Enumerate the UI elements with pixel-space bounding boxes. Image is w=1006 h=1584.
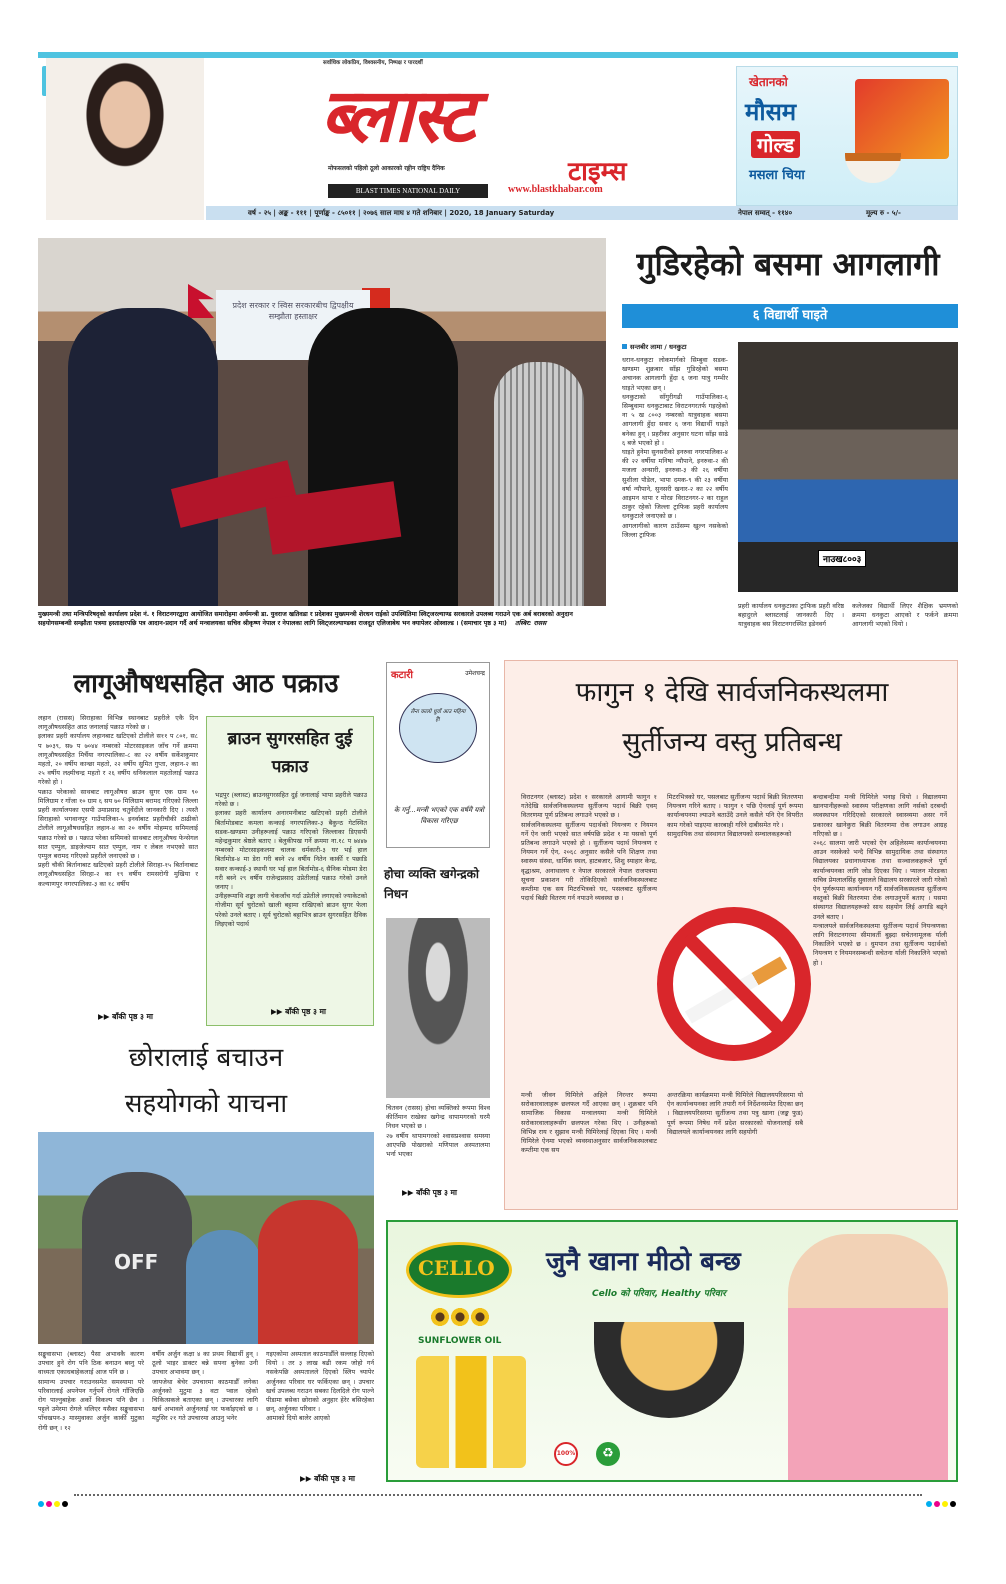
burnt-bus-photo	[738, 342, 958, 592]
mother	[258, 1200, 358, 1344]
byline-text: सन्तबीर लामा / धनकुटा	[630, 343, 687, 351]
banner: प्रदेश सरकार र स्विस सरकारबीच द्विपक्षीय सम्झौता हस्ताक्षर	[216, 290, 370, 360]
model-photo	[46, 58, 204, 220]
main-photo-caption	[38, 610, 606, 628]
ad-mausam-gold[interactable]	[736, 66, 958, 206]
tobacco-bottom-col1: मन्त्री जीवन घिमिरेले अहिले निरन्तर रूपमा सरोकारवालाहरू छलफल गर्दै आएका छन् । शुक्रबार पनि सामाजिक विकास मन्त्रालयमा मन्त्री घिमिरेले सरोकारवालाहरूसँग छलफल गरेका थिए । उनीहरूको विभिन्न राय र सुझाव मन्त्री घिमिरेलाई दिएका थिए । मन्त्री घिमिरेले ऐनमा भएको व्यवस्थाअनुसार सार्वजनिकस्थलबाट कम्तीमा एक सय	[521, 1091, 657, 1155]
english-name: BLAST TIMES NATIONAL DAILY	[328, 184, 488, 198]
logo-sub: टाइम्स	[568, 157, 627, 187]
son-col3: गइएकोमा अस्पताल काठमाडौँले सल्लाह दिएको थियो । तर ३ लाख बढी रकम जोहो गर्न नसकेपछि अस्पतालले दिएको स्लिप च्यापेर अर्जुनका परिवार घर फर्किएका छन् । उपचार खर्च उपलब्ध गराउन सबका दिलदिले रोग पाल्ने पीडामा बसेका छोराको अनुहार हेरेर बसिरहेका छन्, अर्जुनका परिवार । आमाको दियो बालेर आएको	[266, 1350, 374, 1423]
boy	[186, 1230, 262, 1344]
bus-col2: प्रहरी कार्यालय धनकुटाका ट्राफिक प्रहरी वरिष्ठ बहादुरले ब्लास्टलाई जानकारी दिए । यात्रुवाहक बस विराटनगरस्थित इडेनवर्ग	[738, 602, 844, 629]
cello-product: SUNFLOWER OIL	[418, 1336, 502, 1346]
info-bar	[206, 206, 958, 220]
bus-col1: धरान-धनकुटा लोकमार्गको सिम्बुवा सडक-खण्डमा शुक्रबार साँझ गुडिरहेको बसमा अचानक आगलागी हुँदा ६ जना यात्रु गम्भीर घाइते भएका छन् । धनकुटाको साँगुरीगढी गाउँपालिका-६ सिम्बुवामा धनकुटाबाट विराटनगरतर्फ गइरहेको ना ५ ख ८००३ नम्बरको यात्रुवाहक बसमा आगलागी हुँदा सवार ६ जना विद्यार्थी घाइते बनेका हुन् । प्रहरीका अनुसार घटना साँझ साढे ६ बजे भएको हो । घाइते हुनेमा सुनसरीको इनरुवा नगरपालिका-४ की २२ वर्षीया मनिषा न्यौपाने, इनरुवा-२ की मजला अन्सारी, इनरुवा-३ की २६ वर्षीया सुशीला पौडेल, भापा दमक-९ की २३ वर्षीया वर्षा न्यौपाने, सुनसरी खनार-२ का २२ वर्षीय आइमन थापा र मोरङ विराटनगर-२ का राहुल ठाकुर रहेको जिल्ला ट्राफिक प्रहरी कार्यालय धनकुटाले जनाएको छ । आगलागीको कारण ठाउँसम्म खुल्न नसकेको जिल्ला ट्राफिक	[622, 356, 728, 539]
price: मूल्य रु - ५/-	[866, 209, 901, 217]
tagline-left: मोफसलको पहिलो ठूलो आकारको रङ्गीन राष्ट्रिय दैनिक	[328, 165, 445, 172]
logo	[320, 66, 690, 166]
cartoon-box	[386, 662, 490, 848]
attendee-right	[494, 362, 584, 606]
khagendra-text: चितवन (रासस) होचा व्यक्तिको रूपमा विश्व कीर्तिमान राखेका खगेन्द्र थापामगरको घरमै निधन भएको छ । २७ वर्षीय थापामगरको श्वासप्रश्वास समस्या आएपछि पोखराको मणिपाल अस्पतालमा भर्ना भएका	[386, 1104, 490, 1159]
tobacco-headline-2[interactable]: सुर्तीजन्य वस्तु प्रतिबन्ध	[622, 727, 842, 758]
bus-byline	[622, 342, 687, 351]
ad-line3: मसला चिया	[749, 168, 805, 183]
khagendra-photo	[386, 918, 490, 1098]
recycle-icon: ♻	[596, 1442, 620, 1466]
masthead	[38, 52, 958, 222]
bus-col3: कलेजका विद्यार्थी लिएर शैक्षिक भ्रमणको क्रममा धनकुटा आएको र फर्कने क्रममा आगलागी भएको थियो ।	[852, 602, 958, 629]
son-headline-2[interactable]: सहयोगको याचना	[124, 1089, 288, 1119]
ad-cello[interactable]	[386, 1220, 958, 1482]
tea-box-icon	[855, 79, 949, 159]
son-col2: वर्षीय अर्जुन कक्षा ४ का प्रथम विद्यार्थी हुन् । ठूलो भाइर डाक्टर बन्ने सपना बुनेका उनी उपचार अभावमा छन् । जायजेथा बेचेर उपचारमा काठमाडौँ लगेका अर्जुनको मुटुमा ३ वटा प्वाल रहेको चिकित्सकले बताएका छन् । उपचारका लागि खर्च अभावले अर्जुनलाई घर फर्काइएको छ । मटुसिर २१ गते उपचारमा आउनु भनेर	[152, 1350, 258, 1423]
slash-icon	[682, 932, 787, 1037]
ad-brand: खेतानको	[749, 75, 788, 89]
balloon-text: लैना कालो धुवाँ आउ महिमा है!	[410, 709, 466, 723]
noodle-bowl	[594, 1322, 744, 1418]
cello-tagline: Cello को परिवार, Healthy परिवार	[592, 1289, 726, 1299]
shirt-text: OFF	[114, 1250, 159, 1274]
photo-credit: तस्बिर: रासस	[515, 620, 547, 627]
sunflower-icon	[430, 1306, 490, 1328]
bus-subhead: ६ विद्यार्थी घाइते	[622, 304, 958, 328]
son-more-link[interactable]: ▶▶ बाँकी पृष्ठ ३ मा	[300, 1474, 355, 1483]
brown-sugar-box	[206, 716, 374, 1026]
family-photo	[38, 1132, 374, 1344]
cartoon-caption: के गर्नु...मन्त्री भएको एक वर्षमै यत्रो विकास गरिएछ	[393, 806, 485, 825]
nepal-flag-icon	[188, 284, 214, 318]
tobacco-col1: विराटनगर (ब्लास्ट) प्रदेश १ सरकारले आगामी फागुन १ गतेदेखि सार्वजनिकस्थलमा सुर्तीजन्य पदार्थ बिक्री एवम् वितरणमा पूर्ण प्रतिबन्ध लगाउने भएको छ । सार्वजनिकस्थलमा सुर्तीजन्य पदार्थको नियन्त्रण र नियमन गर्ने ऐन जारी भएको सात वर्षपछि प्रदेश १ मा यसको पूर्ण प्रतिबन्ध लगाउने भएको हो । सुर्तीजन्य पदार्थ नियन्त्रण र नियमन गर्ने ऐन, २०६८ अनुसार कसैले पनि शिक्षण तथा स्वास्थ्य संस्था, धार्मिक स्थल, हाटबजार, शिशु स्याहार केन्द्र, वृद्धाश्रम, अनाथालय र नेपाल सरकारले नेपाल राजपत्रमा सूचना प्रकाशन गरी तोकिदिएको सार्वजनिकस्थलबाट कम्तीमा एक सय मिटरभित्रको घर, पसलबाट सुर्तीजन्य पदार्थ बिक्री वितरण गर्न नपाउने व्यवस्था छ ।	[521, 793, 657, 903]
nepal-samvat: नेपाल सम्वत् - ११४०	[738, 209, 793, 217]
tobacco-col3: बन्दाबन्दीमा मन्त्री घिमिरेले भनाइ थियो । विद्यालयमा खानपानीहरूको स्वास्थ्य परीक्षणका लागि नर्सको दरबन्दी व्यवस्थापन गरिदिएको सरकारले स्वास्थ्यमा असर गर्ने प्रकारका खानेकुरा बिक्री वितरणमा रोक लगाउन आग्रह गरिएको छ । २०६८ सालमा जारी भएको ऐन अहिलेसम्म कार्यान्वयनमा आउन नसकेको भन्दै विभिन्न सामुदायिक तथा संस्थागत विद्यालयका प्रधानाध्यापक तथा सञ्चालकहरूले पूर्ण कार्यान्वयनका लागि जोड दिएका थिए । प्यालन मोरङका सचिव प्रेमलालसिंह सुवालले विद्यालय सरकारले जारी गरेको ऐन पूर्णरूपमा कार्यान्वयन गर्दै सार्वजनिकस्थलमा सुर्तीजन्य वस्तुको बिक्री वितरणमा रोक लगाउनुपर्ने बताए । यसमा संस्थागत विद्यालयहरूको साथ सहयोग लिई अगाडि बढ्ने उनले बताए । मन्त्रालयले सार्वजनिकस्थलमा सुर्तीजन्य पदार्थ नियन्त्रणका लागि विराटनगरमा सीमावर्ती बुझ्दा सचेतनामूलक र्याली निकालिने भएको छ । धुमपान तथा सुर्तीजन्य पदार्थको नियन्त्रण र नियमनसम्बन्धी सचेतना र्याली निकालिने भएको हो ।	[813, 793, 947, 967]
bullet-icon	[622, 344, 627, 349]
drugs-more-link[interactable]: ▶▶ बाँकी पृष्ठ ३ मा	[98, 1012, 153, 1021]
son-col1: सङ्खुवासभा (ब्लास्ट) पैसा अभावकै कारण उपचार हुने रोग पनि ठिक बनाउन बस्नु परे वाध्यता एकाधबाहेकलाई आज पनि छ । सामान्य उपचार गराउनसमेत समस्यामा परे परिवारलाई अपनेपन गर्नुपर्ने रोगले गाँजिएछि रोग पाल्नुबाहेक अर्को विकल्प पनि छैन । पट्टले उमेरमा रोगले थलिएर यसैका सङ्खुवासभा पाँचखपन-३ मास्मुवाका अर्जुन कार्की मुटुका रोगी छन् । १२	[38, 1350, 144, 1432]
ad-line2: गोल्ड	[751, 131, 800, 158]
cartoon-label: कटारी	[391, 670, 413, 681]
logo-text: ब्लास्ट	[320, 73, 474, 159]
tobacco-box	[504, 660, 958, 1210]
brown-headline[interactable]: ब्राउन सुगरसहित दुई पक्राउ	[227, 729, 353, 777]
official-left	[68, 308, 218, 606]
color-registration-left	[38, 1492, 70, 1511]
tobacco-bottom-col2: अन्तरक्रिया कार्यक्रममा मन्त्री घिमिरेले विद्यालयपरिसरमा यो ऐन कार्यान्वयनका लागि तयारी गर्न निर्देशनसमेत दिएका छन् । विद्यालयपरिसरमा सुर्तीजन्य तथा पत्रु खाना (जङ्क फुड) पूर्ण रूपमा निषेध गर्ने प्रदेश सरकारको योजनालाई सबै विद्यालयले कार्यान्वयनका लागि सहयोगी	[667, 1091, 803, 1136]
bus-headline[interactable]: गुडिरहेको बसमा आगलागी	[636, 245, 940, 283]
oil-bottles	[416, 1356, 526, 1468]
bottom-rule	[74, 1494, 922, 1496]
boy-eating	[788, 1234, 948, 1480]
newspaper-page	[38, 52, 968, 1502]
color-registration-right	[926, 1492, 958, 1511]
no-smoking-icon	[657, 907, 811, 1061]
cello-headline: जुनै खाना मीठो बन्छ	[546, 1247, 741, 1277]
main-photo	[38, 238, 606, 606]
brown-more-link[interactable]: ▶▶ बाँकी पृष्ठ ३ मा	[271, 1007, 326, 1016]
cello-brand: CELLO	[418, 1256, 495, 1280]
drugs-headline[interactable]: लागूऔषधसहित आठ पक्राउ	[73, 669, 339, 699]
caption-text: मुख्यमन्त्री तथा मन्त्रिपरिषद्को कार्यालय प्रदेश नं. १ विराटनगरद्वारा आयोजित समारोहमा अर्थमन्त्री डा. युवराज खतिवडा र प्रदेशका मुख्यमन्त्री शेरधन राईको उपस्थितिमा स्विट्जरल्याण्ड सरकारले उपलब्ध गराउने एक अर्ब बराबरको अनुदान सहयोगसम्बन्धी सम्झौता पत्रमा हस्ताक्षरपछि पत्र आदान-प्रदान गर्दै अर्थ मन्त्रालयका सचिव श्रीकृष्ण नेपाल र नेपालका लागि स्विट्जरल्याण्डका राजदूत एलिजाबेथ भन क्यापेलर ओस्वाल्ड । (समाचार पृष्ठ ३ मा)	[38, 611, 573, 627]
tagline-top: सर्वाधिक लोकप्रिय, विश्वसनीय, निष्पक्ष र पारदर्शी	[323, 60, 423, 66]
cartoon-artist: उमेशचन्द्र	[465, 670, 485, 677]
drugs-text: लहान (रासस) सिराहाका विभिन्न स्थानबाट प्रहरीले एकै दिन लागूऔषधसहित आठ जनालाई पक्राउ गरेको छ । इलाका प्रहरी कार्यालय लहानबाट खटिएको टोलीले स११ प ८०१, स८ प ७०३९, स७ प ७०४४ नम्बरको मोटरसाइकल जाँच गर्ने क्रममा लागूऔषधसहित मिर्चैया नगरपालिका-८ का २२ वर्षीय सर्केशकुमार महतो, २० वर्षीय कान्छा महतो, २२ वर्षीय सुमित गुप्ता, लहान-२ का २५ वर्षीय लक्ष्मीचन्द्र महतो र २६ वर्षीय धनिकलाल महतोलाई पक्राउ गरेको हो । पक्राउ परेकाको साथबाट लागूऔषध ब्राउन सुगर एक ग्राम ९० मिलिग्राम र गाँजा १० ग्राम ६ सय ७० मिलिग्राम बरामद गरिएको जिल्ला प्रहरी कार्यालयका एसपी उमाप्रसाद चतुर्वेदीले जानकारी दिए । त्यस्तै सिराहाको भगवानपुर गाउँपालिका-५ इनर्वाबाट प्रहरीचौकी ठाढीको टोलीले लागूऔषधसहित लहान-४ का २० वर्षीय मोहम्मद समिमलाई पक्राउ गरेको छ । पक्राउ परेका समिमको साथबाट लागूऔषध फेन्सेगल सात एम्पुल, डाइजेल्पाम सात एम्पुल, नाम र लेबल नभएको सात एम्पुल बरामद गरिएको प्रहरीले जनाएको छ । प्रहरी चौकी बिर्तानाबाट खटिएको प्रहरी टोलीले सिराहा-१५ बिर्तानाबाट लागूऔषधसहित सिरहा-२ का १९ वर्षीय रामसरोगी मुखिया र कल्याणपुर नगरपालिका-३ का १८ वर्षीय	[38, 714, 198, 888]
khagendra-more-link[interactable]: ▶▶ बाँकी पृष्ठ ३ मा	[402, 1188, 457, 1197]
bus-plate: नाउख८००३	[818, 550, 866, 567]
tobacco-col2: मिटरभित्रको घर, पसलबाट सुर्तीजन्य पदार्थ बिक्री वितरणमा नियन्त्रण गरिने बताए । फागुन १ पछि ऐनलाई पूर्ण रूपमा कार्यान्वयनमा ल्याउने बताउँदै उनले कसैले पनि ऐन विपरीत काम गरेको पाइएमा कारबाही गरिने दाबीसमेत गरे । सामुदायिक तथा संस्थागत विद्यालयको सम्चालकहरूको	[667, 793, 803, 838]
brown-text: भद्रपुर (ब्लास्ट) ब्राउनसुगरसहित दुई जनालाई भापा प्रहरीले पक्राउ गरेको छ । इलाका प्रहरी कार्यालय अनारमनीबाट खटिएको प्रहरी टोलीले बिर्तामोडबाट कमला कन्काई नगरपालिका-३ बैकुन्ठ गेटस्थित सडक-खण्डमा उनीहरूलाई पक्राउ गरिएको जिल्लाका डिएसपी महेन्द्रकुमार श्रेष्ठले बताए । बेलुकीपख गर्ने क्रममा ना.१८ प ७४४७ नम्बरको मोटरसाइकलमा चालक धर्मकारी-३ घर भई हाल बिर्तामोड-४ मा डेरा गरी बस्ने २४ वर्षीय नितेन कार्की र पछाडि सवार कन्काई-३ स्थायी घर भई हाल बिर्तामोड-६ सैनिक मोडमा डेरा गरी बस्ने २९ वर्षीय राजेन्द्रप्रसाद उप्रेतीलाई पक्राउ गरेको उनले जनाए । उनीहरूमाथि शङ्का लागी चेकजाँच गर्दा उप्रेतीले लगाएको ज्याकेटको गोजीमा सूर्य चुरोटको खाली बट्टामा राखिएको ब्राउन सुगर फेला परेको उनले बताए । सूर्य चुरोटको बट्टाभित्र ब्राउन सुगरसहित दैविक लिइएको पदार्थ	[215, 791, 367, 928]
badge-100: 100%	[554, 1442, 578, 1466]
website-link[interactable]: www.blastkhabar.com	[508, 184, 603, 195]
tobacco-headline-1[interactable]: फागुन १ देखि सार्वजनिकस्थलमा	[575, 677, 889, 708]
tea-cup-icon	[845, 153, 901, 183]
official-right	[308, 308, 458, 606]
issue-info: वर्ष - २५ | अङ्क - १११ | पूर्णाङ्क - ८५०११ | २०७६ साल माघ ४ गते शनिबार | 2020, 18 January Saturday	[248, 209, 555, 217]
balloon-icon	[399, 693, 477, 763]
son-headline-1[interactable]: छोरालाई बचाउन	[128, 1043, 284, 1073]
ad-line1: मौसम	[745, 97, 797, 126]
khagendra-headline[interactable]: होचा व्यक्ति खगेन्द्रको निधन	[384, 867, 479, 901]
